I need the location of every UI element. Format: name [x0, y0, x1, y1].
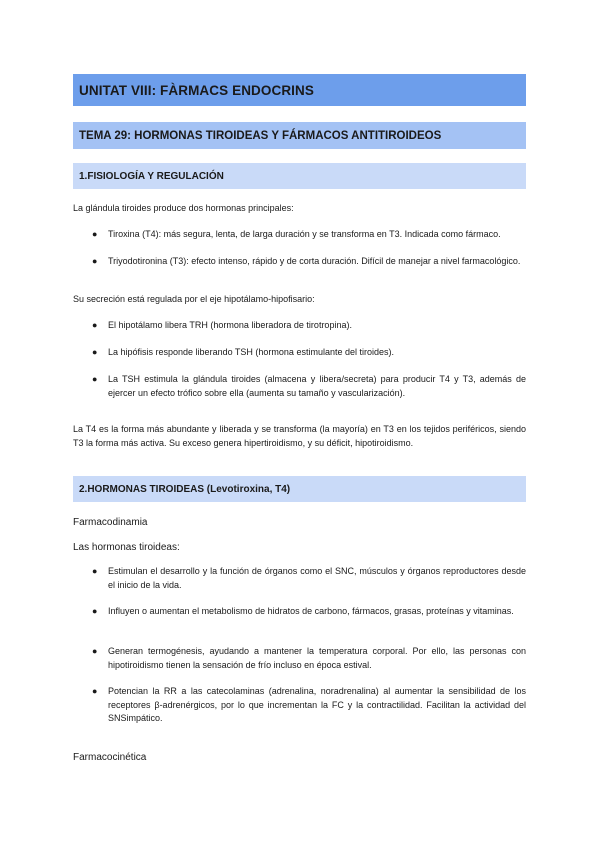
list-item: [92, 605, 526, 619]
bullet-icon: ●: [92, 374, 98, 384]
hormone-t4-text: Tiroxina (T4): más segura, lenta, de larga duración y se transforma en T3. Indicada como fármaco.: [108, 229, 501, 239]
list-item: [92, 346, 526, 360]
section1-intro: La glándula tiroides produce dos hormonas principales:: [73, 203, 294, 213]
list-item: [92, 645, 526, 672]
list-item: [92, 319, 526, 333]
effect-development-text: Estimulan el desarrollo y la función de órganos como el SNC, músculos y órganos reproductores desde el inicio de la vida.: [108, 566, 526, 590]
list-item: [92, 685, 526, 726]
pharmacodynamics-subheading: Farmacodinamia: [73, 517, 148, 528]
bullet-icon: ●: [92, 566, 98, 576]
unit-title: UNITAT VIII: FÀRMACS ENDOCRINS: [79, 82, 314, 98]
section1-closing-paragraph: La T4 es la forma más abundante y liberada y se transforma (la mayoría) en T3 en los tejidos periféricos, siendo T3 la forma más activa. Su exceso genera hipertiroidismo, y su déficit, hipotiroidismo.: [73, 424, 526, 448]
list-item: [92, 565, 526, 592]
topic-title: TEMA 29: HORMONAS TIROIDEAS Y FÁRMACOS ANTITIROIDEOS: [79, 129, 442, 142]
section1-heading: 1.FISIOLOGÍA Y REGULACIÓN: [79, 170, 224, 182]
list-item: [92, 228, 526, 242]
unit-title-banner: [73, 74, 526, 106]
section2-heading: 2.HORMONAS TIROIDEAS (Levotiroxina, T4): [79, 483, 291, 495]
regulation-hypothalamus-text: El hipotálamo libera TRH (hormona liberadora de tirotropina).: [108, 320, 352, 330]
list-item: [92, 255, 526, 269]
regulation-pituitary-text: La hipófisis responde liberando TSH (hormona estimulante del tiroides).: [108, 347, 394, 357]
bullet-icon: ●: [92, 347, 98, 357]
effect-thermogenesis-text: Generan termogénesis, ayudando a mantener la temperatura corporal. Por ello, las personas con hipotiroidismo tienen la sensación de frío incluso en época estival.: [108, 646, 526, 670]
bullet-icon: ●: [92, 256, 98, 266]
pharmacokinetics-subheading: Farmacocinética: [73, 752, 147, 763]
effect-catecholamines-text: Potencian la RR a las catecolaminas (adrenalina, noradrenalina) al aumentar la sensibilidad de los receptores β-adrenérgicos, por lo que incrementan la FC y la contractilidad. Facilitan la actividad del SNSimpático.: [108, 686, 526, 723]
effect-metabolism-text: Influyen o aumentan el metabolismo de hidratos de carbono, fármacos, grasas, proteínas y vitaminas.: [108, 606, 514, 616]
effects-intro: Las hormonas tiroideas:: [73, 542, 180, 553]
section1-heading-banner: [73, 163, 526, 189]
hormone-t3-text: Triyodotironina (T3): efecto intenso, rápido y de corta duración. Difícil de manejar a nivel farmacológico.: [108, 256, 521, 266]
bullet-icon: ●: [92, 606, 98, 616]
topic-title-banner: [73, 122, 526, 149]
bullet-icon: ●: [92, 646, 98, 656]
regulation-intro: Su secreción está regulada por el eje hipotálamo-hipofisario:: [73, 294, 315, 304]
bullet-icon: ●: [92, 686, 98, 696]
regulation-tsh-text: La TSH estimula la glándula tiroides (almacena y libera/secreta) para producir T4 y T3, además de ejercer un efecto trófico sobre ella (aumenta su tamaño y vascularización).: [108, 374, 526, 398]
section2-heading-banner: [73, 476, 526, 502]
list-item: [92, 373, 526, 400]
bullet-icon: ●: [92, 229, 98, 239]
bullet-icon: ●: [92, 320, 98, 330]
